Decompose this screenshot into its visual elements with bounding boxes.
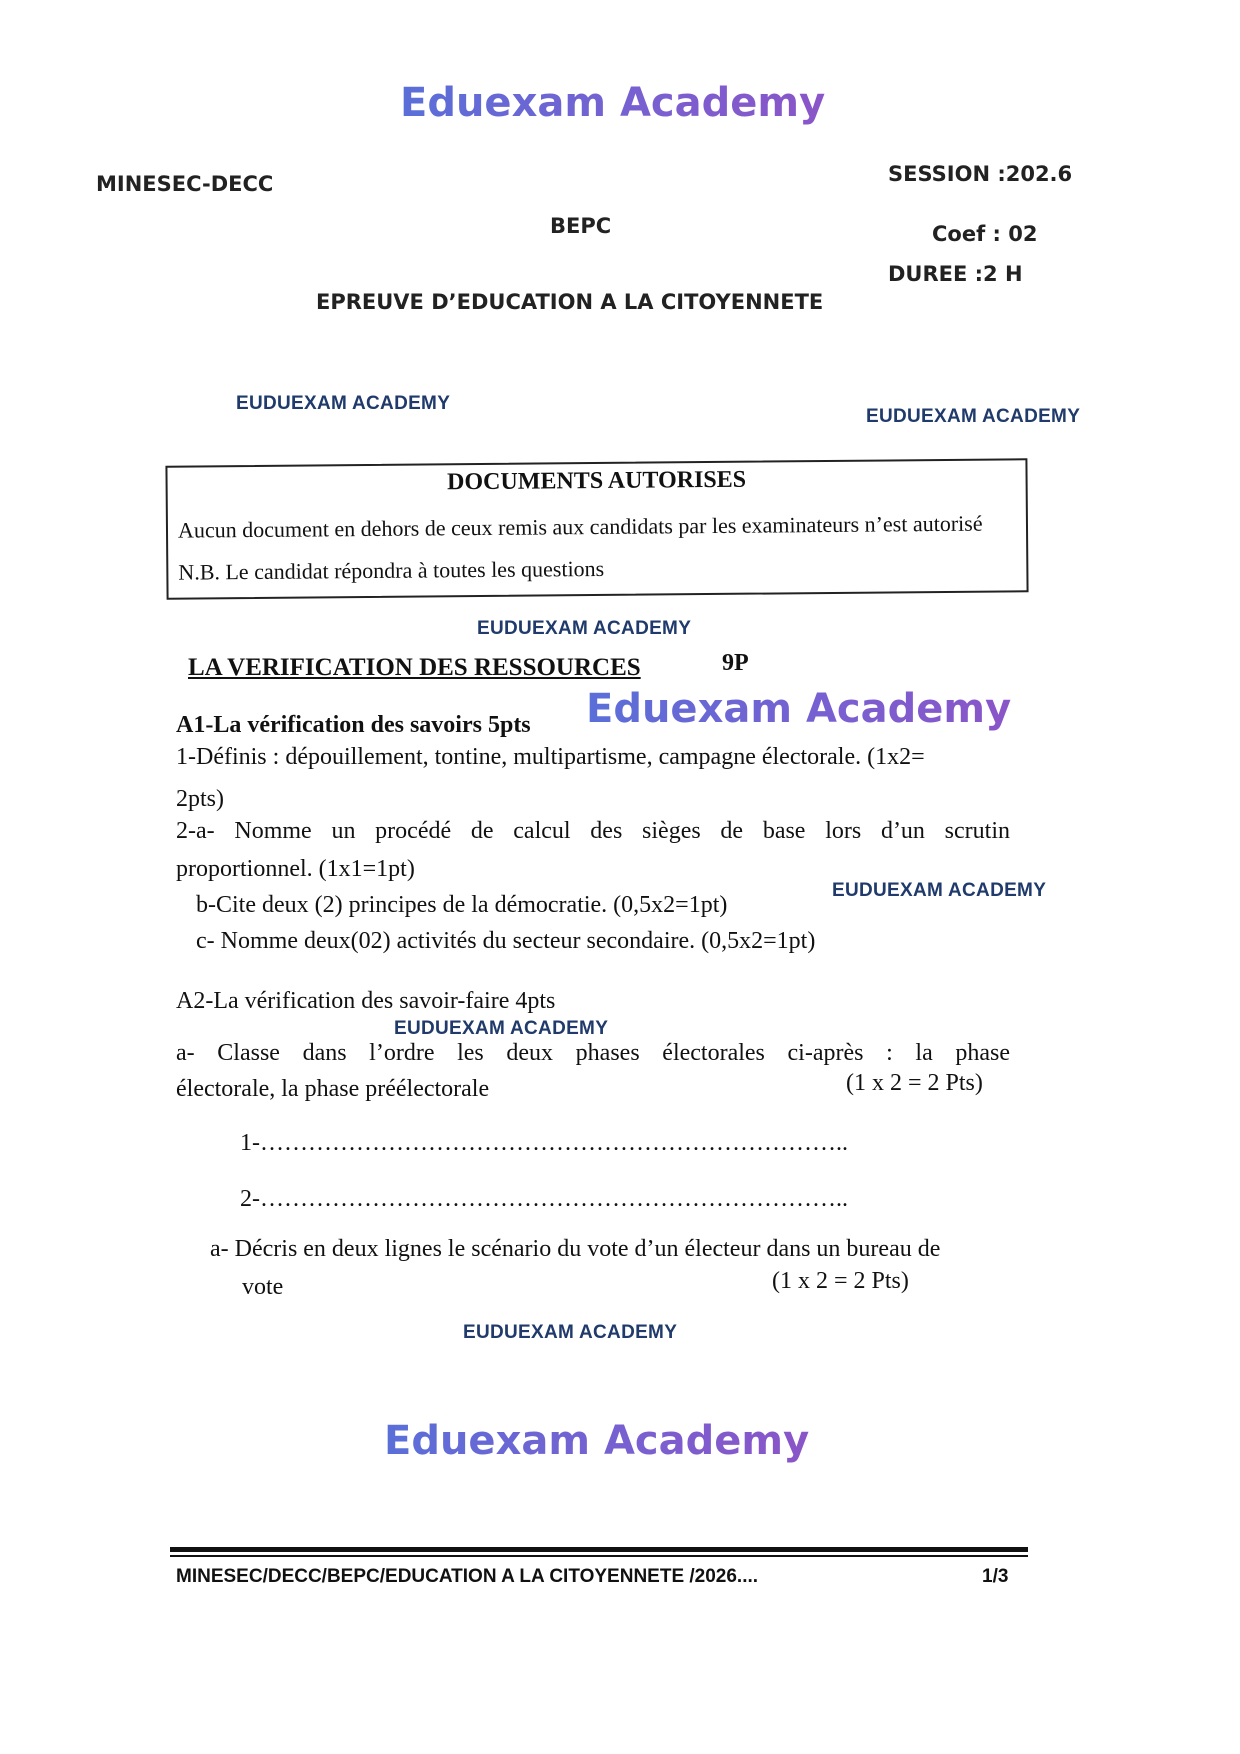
watermark-small-1: EUDUEXAM ACADEMY xyxy=(236,393,451,414)
exam-label: BEPC xyxy=(550,214,612,238)
watermark-small-6: EUDUEXAM ACADEMY xyxy=(463,1322,678,1343)
footer-reference: MINESEC/DECC/BEPC/EDUCATION A LA CITOYENNETE /2026.... xyxy=(176,1566,759,1587)
section-title: LA VERIFICATION DES RESSOURCES xyxy=(188,654,641,681)
a2-question-b-points: (1 x 2 = 2 Pts) xyxy=(772,1268,909,1294)
a2-question-a-line-2: électorale, la phase préélectorale xyxy=(176,1076,490,1102)
a1-question-2a-line-2: proportionnel. (1x1=1pt) xyxy=(176,856,415,882)
documents-box xyxy=(165,458,1028,600)
coef-label: Coef : 02 xyxy=(932,222,1038,246)
watermark-small-3: EUDUEXAM ACADEMY xyxy=(477,618,692,639)
a1-question-1-line-1 xyxy=(176,744,1010,771)
a2-title: A2-La vérification des savoir-faire 4pts xyxy=(176,988,556,1014)
footer-rule-thick xyxy=(170,1547,1028,1552)
a1-q1-text: 1-Définis : dépouillement, tontine, multipartisme, campagne électorale. (1x2= xyxy=(176,744,925,770)
session-label: SESSION :202.6 xyxy=(888,162,1073,186)
a2-question-a-points: (1 x 2 = 2 Pts) xyxy=(846,1070,983,1096)
watermark-brand-bottom: Eduexam Academy xyxy=(384,1418,810,1464)
a1-title: A1-La vérification des savoirs 5pts xyxy=(176,712,531,738)
a1-question-1-line-2: 2pts) xyxy=(176,786,224,812)
documents-line-1: Aucun document en dehors de ceux remis aux candidats par les examinateurs n’est autorisé xyxy=(177,510,983,543)
answer-line-1[interactable]: 1-……………………………………………………………….. xyxy=(240,1130,848,1156)
watermark-small-2: EUDUEXAM ACADEMY xyxy=(866,406,1081,427)
watermark-brand-middle: Eduexam Academy xyxy=(586,686,1012,732)
footer-rule-thin xyxy=(170,1555,1028,1557)
page-number: 1/3 xyxy=(982,1566,1009,1587)
watermark-small-4: EUDUEXAM ACADEMY xyxy=(832,880,1047,901)
watermark-brand-top: Eduexam Academy xyxy=(400,80,826,126)
documents-title: DOCUMENTS AUTORISES xyxy=(446,466,747,496)
a2-question-a-line-1: a- Classe dans l’ordre les deux phases électorales ci-après : la phase xyxy=(176,1040,1010,1066)
a2-question-b-line-1: a- Décris en deux lignes le scénario du vote d’un électeur dans un bureau de xyxy=(210,1236,941,1262)
documents-line-2: N.B. Le candidat répondra à toutes les questions xyxy=(178,555,605,585)
page-title: EPREUVE D’EDUCATION A LA CITOYENNETE xyxy=(316,290,824,314)
watermark-small-5: EUDUEXAM ACADEMY xyxy=(394,1018,609,1039)
answer-line-2[interactable]: 2-……………………………………………………………….. xyxy=(240,1186,848,1212)
a1-question-2a-line-1: 2-a- Nomme un procédé de calcul des sièges de base lors d’un scrutin xyxy=(176,818,1010,844)
a2-question-b-line-2: vote xyxy=(242,1274,284,1300)
a1-question-2c: c- Nomme deux(02) activités du secteur secondaire. (0,5x2=1pt) xyxy=(196,928,816,954)
section-points: 9P xyxy=(722,650,749,676)
duree-label: DUREE :2 H xyxy=(888,262,1023,286)
a1-question-2b: b-Cite deux (2) principes de la démocratie. (0,5x2=1pt) xyxy=(196,892,728,918)
ministry-label: MINESEC-DECC xyxy=(96,172,274,196)
